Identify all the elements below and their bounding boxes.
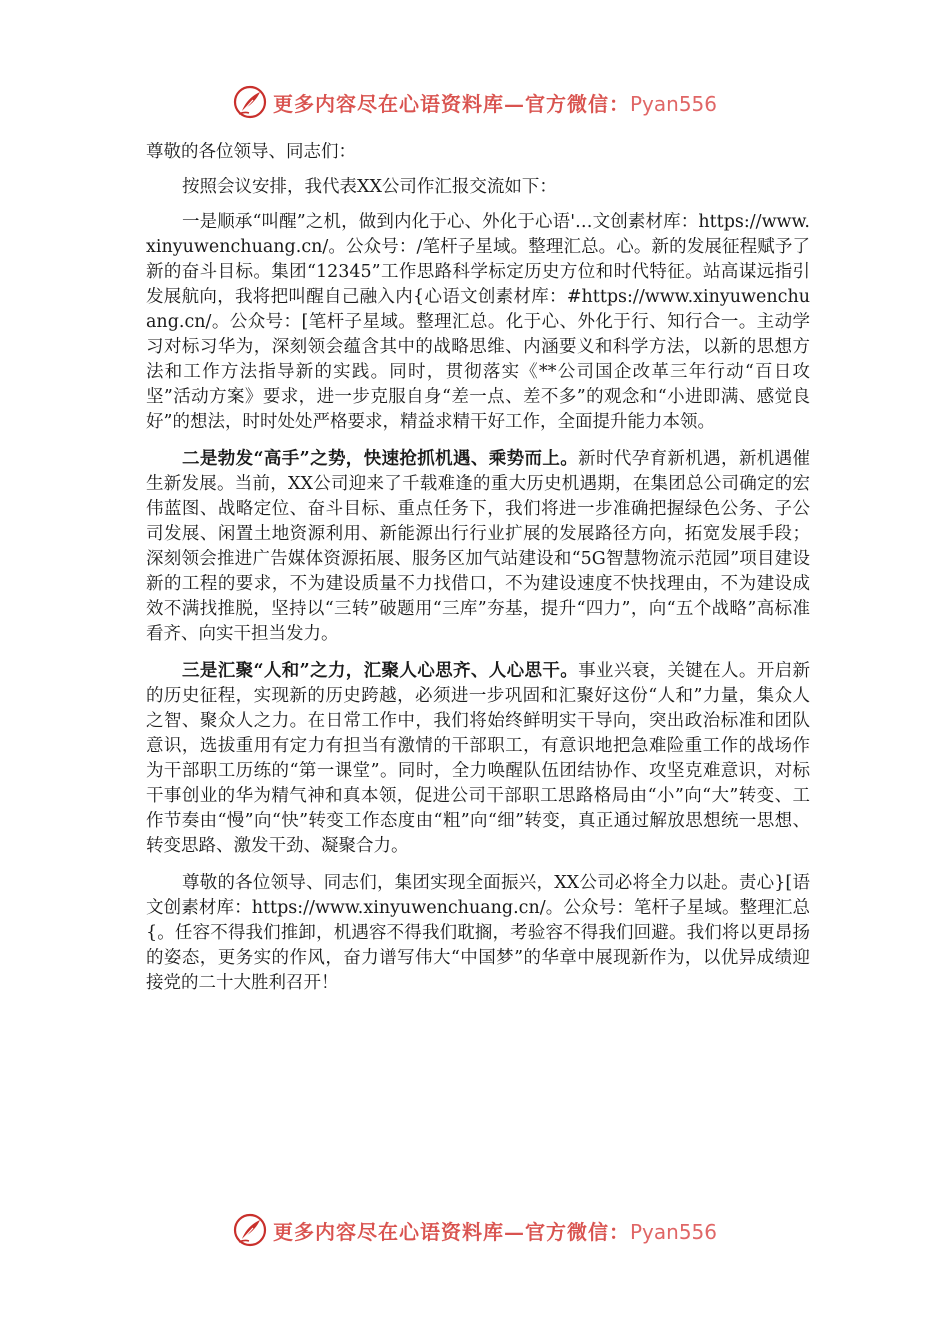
document-body bbox=[146, 140, 810, 996]
paragraph-two-body: 新时代孕育新机遇，新机遇催生新发展。当前，XX公司迎来了千载难逢的重大历史机遇期，在集团总公司确定的宏伟蓝图、战略定位、奋斗目标、重点任务下，我们将进一步准确把握绿色公务、子公司发展、闲置土地资源利用、新能源出行行业扩展的发展路径方向，拓宽发展手段；深刻领会推进广告媒体资源拓展、服务区加气站建设和“5G智慧物流示范园”项目建设新的工程的要求，不为建设质量不力找借口，不为建设速度不快找理由，不为建设成效不满找推脱，坚持以“三转”破题用“三库”夯基，提升“四力”，向“五个战略”高标准看齐、向实干担当发力。 bbox=[146, 449, 811, 644]
paragraph-one: 一是顺承“叫醒”之机，做到内化于心、外化于心语'…文创素材库：https://www.xinyuwenchuang.cn/。公众号：/笔杆子星域。整理汇总。心。新的发展征程赋予了新的奋斗目标。集团“12345”工作思路科学标定历史方位和时代特征。站高谋远指引发展航向，我将把叫醒自己融入内{心语文创素材库：#https://www.xinyuwenchuang.cn/。公众号：[笔杆子星域。整理汇总。化于心、外化于行、知行合一。主动学习对标习华为，深刻领会蕴含其中的战略思维、内涵要义和科学方法，以新的思想方法和工作方法指导新的实践。同时，贯彻落实《**公司国企改革三年行动“百日攻坚”活动方案》要求，进一步克服自身“差一点、差不多”的观念和“小进即满、感觉良好”的想法，时时处处严格要求，精益求精干好工作，全面提升能力本领。 bbox=[146, 212, 810, 432]
quill-logo-icon bbox=[233, 1213, 267, 1247]
paragraph-three bbox=[146, 659, 810, 859]
salutation: 尊敬的各位领导、同志们： bbox=[146, 142, 356, 162]
banner-handle: Pyan556 bbox=[629, 1219, 717, 1244]
paragraph-two bbox=[146, 447, 810, 647]
banner-text: 更多内容尽在心语资料库—官方微信：Pyan556 bbox=[272, 91, 717, 116]
banner-text: 更多内容尽在心语资料库—官方微信：Pyan556 bbox=[272, 1219, 717, 1244]
paragraph-three-lead: 三是汇聚“人和”之力，汇聚人心思齐、人心思干。 bbox=[182, 661, 579, 681]
paragraph-three-body: 事业兴衰，关键在人。开启新的历史征程，实现新的历史跨越，必须进一步巩固和汇聚好这份“人和”力量，集众人之智、聚众人之力。在日常工作中，我们将始终鲜明实干导向，突出政治标准和团队意识，选拔重用有定力有担当有激情的干部职工，有意识地把急难险重工作的战场作为干部职工历练的“第一课堂”。同时，全力唤醒队伍团结协作、攻坚克难意识，对标干事创业的华为精气神和真本领，促进公司干部职工思路格局由“小”向“大”转变、工作节奏由“慢”向“快”转变工作态度由“粗”向“细”转变，真正通过解放思想统一思想、转变思路、激发干劲、凝聚合力。 bbox=[146, 661, 811, 856]
header-banner bbox=[0, 82, 950, 122]
closing-paragraph: 尊敬的各位领导、同志们，集团实现全面振兴，XX公司必将全力以赴。责心}[语文创素材库：https://www.xinyuwenchuang.cn/。公众号：笔杆子星域。整理汇总{。任容不得我们推卸，机遇容不得我们耽搁，考验容不得我们回避。我们将以更昂扬的姿态，更务实的作风，奋力谱写伟大“中国梦”的华章中展现新作为，以优异成绩迎接党的二十大胜利召开！ bbox=[146, 873, 810, 993]
paragraph-two-lead: 二是勃发“高手”之势，快速抢抓机遇、乘势而上。 bbox=[182, 449, 579, 469]
footer-banner bbox=[0, 1210, 950, 1250]
intro-paragraph: 按照会议安排，我代表XX公司作汇报交流如下： bbox=[182, 177, 557, 197]
banner-handle: Pyan556 bbox=[629, 91, 717, 116]
quill-logo-icon bbox=[233, 85, 267, 119]
